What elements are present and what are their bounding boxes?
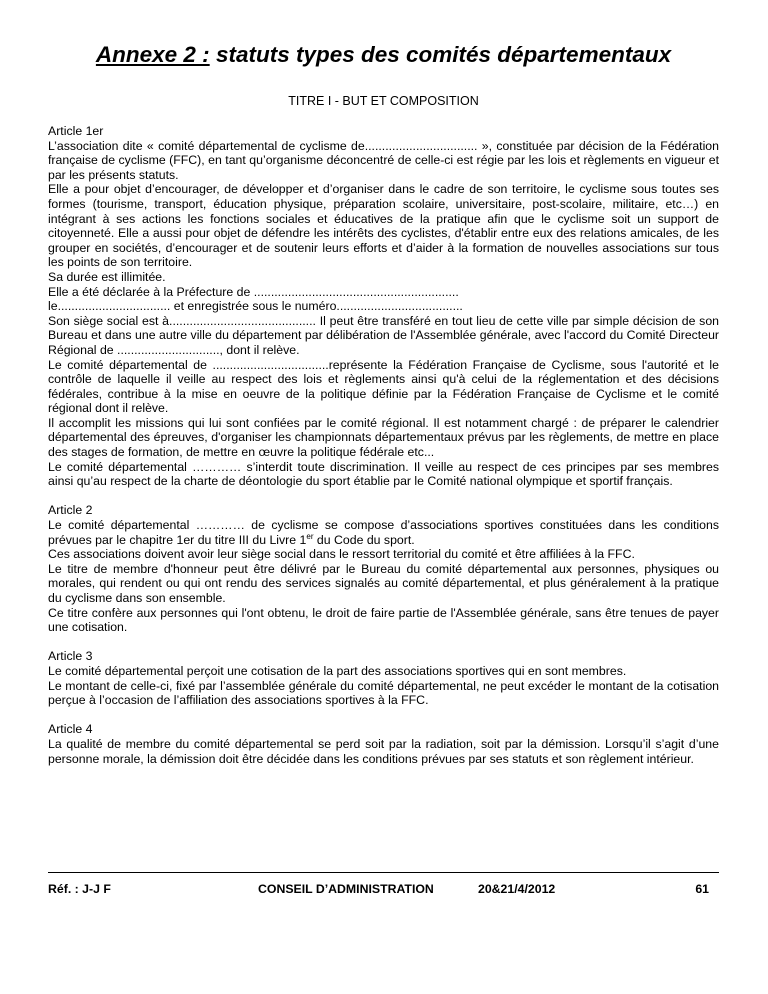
article-1 (48, 124, 719, 489)
section-title: TITRE I - BUT ET COMPOSITION (288, 94, 479, 108)
document-title (48, 42, 719, 68)
paragraph (48, 518, 719, 547)
article-heading: Article 4 (48, 722, 93, 737)
article-heading: Article 3 (48, 649, 93, 664)
superscript: er (306, 531, 314, 541)
paragraph: Le comité départemental ………… s’interdit toute discrimination. Il veille au respect de ces principes par ses membres ainsi qu’au respect de la charte de déontologie du sport établie par le Comité national olympique et sportif français. (48, 459, 719, 489)
paragraph: Il accomplit les missions qui lui sont confiées par le comité régional. Il est notamment chargé : de préparer le calendrier départemental des épreuves, d'organiser les championnats départementaux prévus par les règlements, de mettre en place des stages de formation, de mettre en œuvre la politique fédérale etc... (48, 415, 719, 460)
paragraph: Elle a pour objet d’encourager, de développer et d’organiser dans le cadre de son territoire, le cyclisme sous toutes ses formes (tourisme, transport, éducation physique, préparation scolaire, universitaire, post-scolaire, militaire, etc…) en intégrant à ses actions les fonctions sociales et éducatives de la pratique afin que le cyclisme soit un support de citoyenneté. Elle a aussi pour objet de défendre les intérêts des cyclistes, d'établir entre eux des relations amicales, de les grouper en sociétés, d’encourager et de soutenir leurs efforts et d’aider à la formation de nouvelles associations sur tous les points de son territoire. (48, 182, 719, 270)
article-3 (48, 649, 719, 707)
annex-label: Annexe 2 : (95, 42, 210, 67)
paragraph: Sa durée est illimitée. (48, 269, 166, 284)
article-heading: Article 2 (48, 503, 93, 518)
article-heading: Article 1er (48, 124, 104, 138)
footer-reference: Réf. : J-J F (48, 882, 111, 896)
paragraph: Ce titre confère aux personnes qui l'ont obtenu, le droit de faire partie de l'Assemblée générale, sans être tenues de payer une cotisation. (48, 605, 719, 635)
article-2 (48, 503, 719, 634)
paragraph: Elle a été déclarée à la Préfecture de ............................................................ (48, 284, 459, 299)
paragraph: Le montant de celle-ci, fixé par l’assemblée générale du comité départemental, ne peut excéder le montant de la cotisation perçue à l’occasion de l’affiliation des associations sportives à la FFC. (48, 678, 719, 708)
paragraph: Son siège social est à........................................... Il peut être transféré en tout lieu de cette ville par simple décision de son Bureau et dans une autre ville du département par délibération de l'Assemblée générale, avec l'accord du Comité Directeur Régional de .............................., dont il relève. (48, 313, 719, 357)
footer-divider (48, 872, 719, 873)
paragraph-text: du Code du sport. (313, 532, 415, 547)
page-number: 61 (695, 882, 709, 896)
page-footer (48, 882, 719, 898)
paragraph: Ces associations doivent avoir leur siège social dans le ressort territorial du comité et être affiliées à la FFC. (48, 547, 635, 562)
paragraph: le................................. et enregistrée sous le numéro..................................... (48, 299, 463, 314)
paragraph: La qualité de membre du comité départemental se perd soit par la radiation, soit par la démission. Lorsqu’il s’agit d’une personne morale, la démission doit être décidée dans les conditions prévues par ses statuts et son règlement intérieur. (48, 736, 719, 766)
footer-council: CONSEIL D’ADMINISTRATION (258, 882, 434, 896)
paragraph: Le comité départemental de ..................................représente la Fédération Française de Cyclisme, sous l'autorité et le contrôle de laquelle il veille au respect des lois et règlements ainsi qu'à celui de la réglementation et des décisions fédérales, contribue à la mise en oeuvre de la politique définie par la Fédération Française de Cyclisme et le comité régional dont il relève. (48, 357, 719, 416)
paragraph: Le comité départemental perçoit une cotisation de la part des associations sportives qui en sont membres. (48, 663, 627, 678)
title-text: statuts types des comités départementaux (209, 42, 672, 67)
footer-date: 20&21/4/2012 (478, 882, 556, 896)
document-body (48, 124, 719, 781)
article-4 (48, 722, 719, 766)
paragraph-text: Le comité départemental ………… de cyclisme se compose d’associations sportives constituées dans les conditions prévues par le chapitre 1er du titre III du Livre 1 (48, 518, 719, 547)
paragraph: L’association dite « comité départemental de cyclisme de................................. », constituée par décision de la Fédération française de cyclisme (FFC), en tant qu’organisme déconcentré de celle-ci est régie par les lois et règlements en vigueur et par les présents statuts. (48, 138, 719, 182)
paragraph: Le titre de membre d'honneur peut être délivré par le Bureau du comité départemental aux personnes, physiques ou morales, qui rendent ou qui ont rendu des services signalés au comité départemental, et plus généralement à la pratique du cyclisme dans son ensemble. (48, 561, 719, 605)
